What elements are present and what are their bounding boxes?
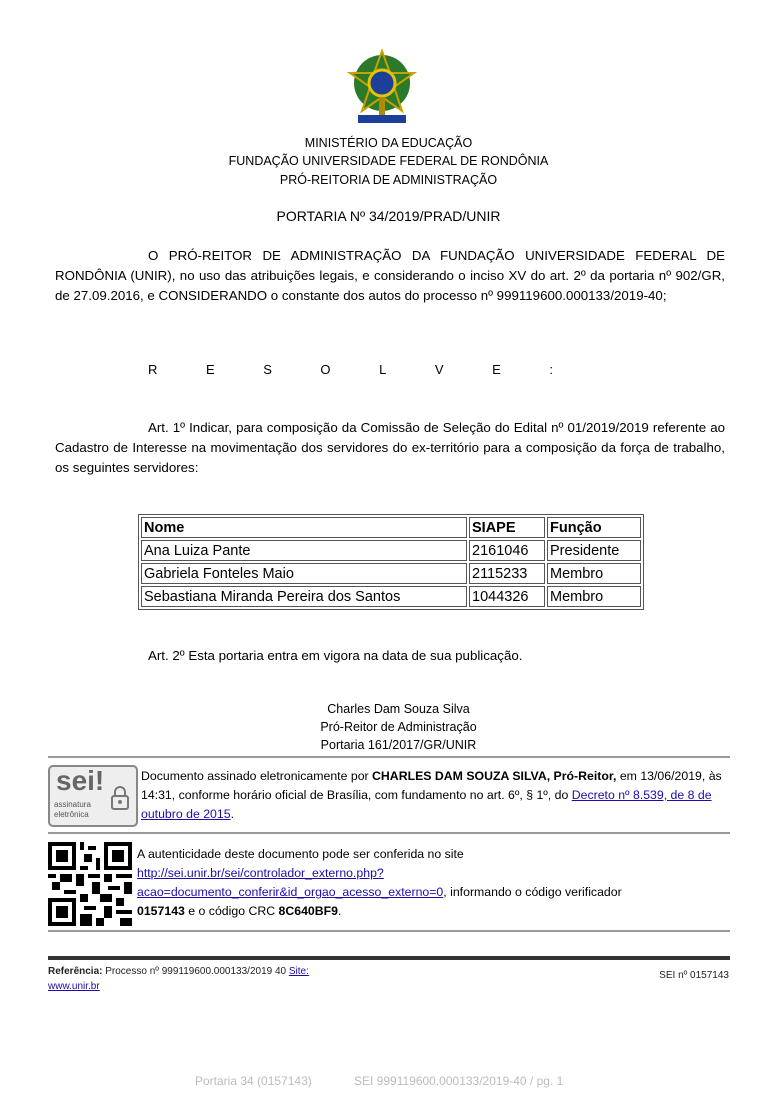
signed-post: em 13/06/2019, às 14:31, conforme horário oficial de Brasília, com fundamento no art. 6º, § 1º, do: [141, 769, 722, 802]
reference-process: Processo nº 999119600.000133/2019 40: [102, 966, 289, 977]
auth-pre: A autenticidade deste documento pode ser conferida no site: [137, 847, 464, 861]
verifier-code: 0157143: [137, 904, 185, 918]
signer-role: Pró-Reitor de Administração: [320, 720, 477, 734]
member-name: Gabriela Fonteles Maio: [141, 563, 467, 584]
footer-bar: [48, 956, 730, 960]
member-function: Membro: [547, 563, 641, 584]
lock-icon: [110, 785, 130, 811]
member-function: Membro: [547, 586, 641, 607]
resolve-letter: :: [549, 362, 553, 377]
table-row: [141, 540, 641, 561]
foundation-heading: FUNDAÇÃO UNIVERSIDADE FEDERAL DE RONDÔNIA: [228, 154, 549, 168]
column-header-function: Função: [547, 517, 641, 538]
ministry-heading: MINISTÉRIO DA EDUCAÇÃO: [304, 136, 473, 150]
committee-table: [138, 514, 644, 610]
resolve-letter: S: [263, 362, 272, 377]
verification-link[interactable]: http://sei.unir.br/sei/controlador_externo.php?: [137, 866, 384, 880]
auth-end: .: [337, 904, 342, 918]
member-siape: 2161046: [469, 540, 545, 561]
page-footer-left: Portaria 34 (0157143): [195, 1074, 312, 1088]
sei-signature-logo: [48, 765, 138, 827]
signer-name: Charles Dam Souza Silva: [327, 702, 470, 716]
sei-logo-sub1: assinatura: [54, 800, 91, 809]
member-siape: 2115233: [469, 563, 545, 584]
reference-label: Referência:: [48, 966, 103, 977]
member-name: Ana Luiza Pante: [141, 540, 467, 561]
resolve-letter: L: [379, 362, 387, 377]
column-header-name: Nome: [141, 517, 467, 538]
resolve-letter: V: [434, 362, 444, 377]
divider: [48, 832, 730, 834]
table-row: [141, 563, 641, 584]
auth-mid2: e o código CRC: [184, 904, 279, 918]
signer-portaria: Portaria 161/2017/GR/UNIR: [320, 738, 477, 752]
resolve-letter: E: [492, 362, 501, 377]
article-1: Art. 1º Indicar, para composição da Comissão de Seleção do Edital nº 01/2019/2019 referente ao Cadastro de Interesse na movimentação dos servidores do ex-território para a composição da força de trabalho, os seguintes servidores:: [55, 420, 725, 475]
auth-mid: , informando o código verificador: [443, 885, 622, 899]
sei-number: SEI nº 0157143: [659, 970, 729, 981]
signer-bold: CHARLES DAM SOUZA SILVA, Pró-Reitor,: [372, 769, 617, 783]
crc-code: 8C640BF9: [278, 904, 338, 918]
sei-logo-text: sei!: [56, 765, 105, 796]
document-title: PORTARIA Nº 34/2019/PRAD/UNIR: [276, 208, 501, 224]
column-header-siape: SIAPE: [469, 517, 545, 538]
divider: [48, 756, 730, 758]
authenticity-text: [137, 845, 731, 921]
table-header-row: [141, 517, 641, 538]
article-2: Art. 2º Esta portaria entra em vigora na data de sua publicação.: [148, 648, 523, 663]
verification-link-query[interactable]: acao=documento_conferir&id_orgao_acesso_externo=0: [137, 885, 444, 899]
reference-text: [48, 964, 368, 994]
signed-pre: Documento assinado eletronicamente por: [141, 769, 373, 783]
brazil-coat-of-arms-icon: [346, 47, 418, 129]
decree-link[interactable]: Decreto nº 8.539, de 8 de outubro de 2015: [141, 788, 712, 821]
resolve-letter: R: [148, 362, 158, 377]
signed-end: .: [230, 807, 234, 821]
preamble-paragraph: O PRÓ-REITOR DE ADMINISTRAÇÃO DA FUNDAÇÃO UNIVERSIDADE FEDERAL DE RONDÔNIA (UNIR), no uso das atribuições legais, e considerando o inciso XV do art. 2º da portaria nº 902/GR, de 27.09.2016, e CONSIDERANDO o constante dos autos do processo nº 999119600.000133/2019-40;: [55, 248, 725, 303]
divider: [48, 930, 730, 932]
resolve-letter: O: [320, 362, 331, 377]
member-name: Sebastiana Miranda Pereira dos Santos: [141, 586, 467, 607]
resolve-heading: [148, 362, 553, 377]
resolve-letter: E: [205, 362, 215, 377]
table-row: [141, 586, 641, 607]
site-label-link[interactable]: Site:: [288, 966, 309, 977]
member-function: Presidente: [547, 540, 641, 561]
member-siape: 1044326: [469, 586, 545, 607]
sei-logo-sub2: eletrônica: [54, 810, 89, 819]
site-url-link[interactable]: www.unir.br: [48, 981, 100, 992]
qr-code-icon: [48, 842, 132, 926]
page-footer-right: SEI 999119600.000133/2019-40 / pg. 1: [354, 1074, 564, 1088]
department-heading: PRÓ-REITORIA DE ADMINISTRAÇÃO: [279, 173, 498, 187]
electronic-signature-text: [141, 767, 731, 824]
